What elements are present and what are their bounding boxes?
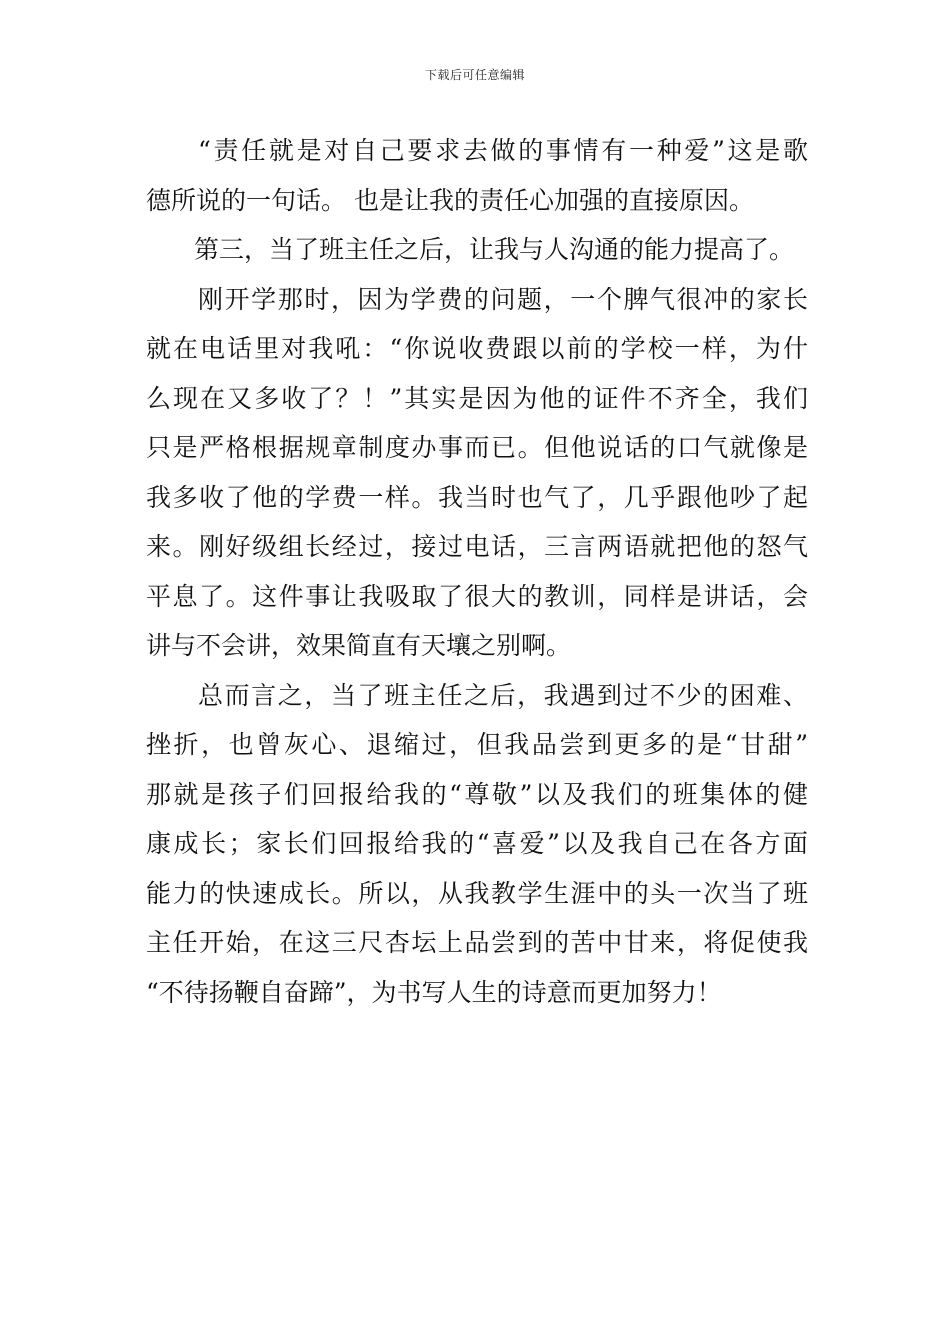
text-line: 就在电话里对我吼：“你说收费跟以前的学校一样，为什 (146, 334, 808, 363)
text-line: 讲与不会讲，效果简直有天壤之别啊。 (146, 631, 572, 660)
text-line: 我多收了他的学费一样。我当时也气了，几乎跟他吵了起 (146, 482, 808, 512)
text-line: 刚开学那时，因为学费的问题，一个脾气很冲的家长 (198, 284, 808, 314)
text-line: 么现在又多收了？！”其实是因为他的证件不齐全，我们 (146, 383, 808, 413)
text-line: “责任就是对自己要求去做的事情有一种爱”这是歌 (198, 136, 808, 165)
document-body (146, 126, 808, 1017)
header-note: 下载后可任意编辑 (424, 68, 525, 82)
text-line: 那就是孩子们回报给我的“尊敬”以及我们的班集体的健 (146, 779, 808, 809)
text-line: “不待扬鞭自奋蹄”，为书写人生的诗意而更加努力！ (146, 977, 722, 1007)
text-line: 康成长；家长们回报给我的“喜爱”以及我自己在各方面 (146, 829, 808, 858)
text-line: 平息了。这件事让我吸取了很大的教训，同样是讲话，会 (146, 581, 808, 611)
text-line: 德所说的一句话。 也是让我的责任心加强的直接原因。 (146, 185, 754, 215)
text-line: 挫折，也曾灰心、退缩过，但我品尝到更多的是“甘甜” (146, 730, 808, 759)
text-line: 总而言之，当了班主任之后，我遇到过不少的困难、 (198, 680, 808, 710)
text-line: 第三，当了班主任之后，让我与人沟通的能力提高了。 (194, 235, 795, 264)
text-line: 只是严格根据规章制度办事而已。但他说话的口气就像是 (146, 433, 808, 462)
text-line: 来。刚好级组长经过，接过电话，三言两语就把他的怒气 (146, 532, 808, 561)
text-line: 主任开始，在这三尺杏坛上品尝到的苦中甘来，将促使我 (146, 928, 808, 957)
text-line: 能力的快速成长。所以，从我教学生涯中的头一次当了班 (146, 878, 808, 908)
